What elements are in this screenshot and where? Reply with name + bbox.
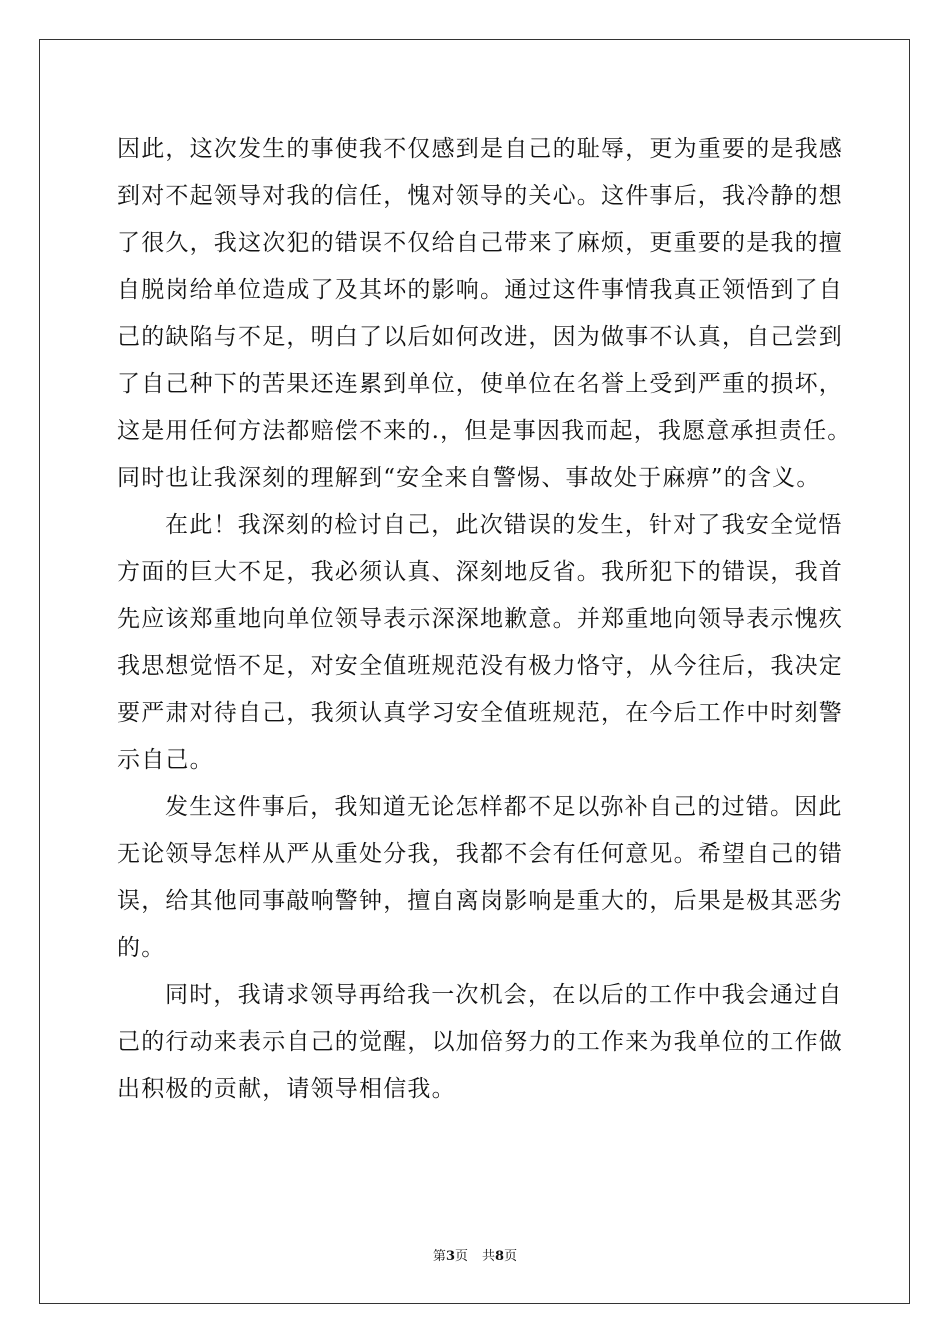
paragraph	[117, 784, 843, 972]
text-line: 先应该郑重地向单位领导表示深深地歉意。并郑重地向领导表示愧疚	[117, 606, 843, 632]
text-line: 了很久，我这次犯的错误不仅给自己带来了麻烦，更重要的是我的擅	[117, 230, 843, 256]
total-suffix: 页	[504, 1249, 518, 1264]
text-line: 同时也让我深刻的理解到“安全来自警惕、事故处于麻痹”的含义。	[117, 465, 821, 491]
paragraph	[117, 972, 843, 1113]
document-body	[117, 126, 852, 1113]
text-line: 到对不起领导对我的信任，愧对领导的关心。这件事后，我冷静的想	[117, 183, 843, 209]
text-line: 无论领导怎样从严从重处分我，我都不会有任何意见。希望自己的错	[117, 841, 843, 867]
text-line: 在此！我深刻的检讨自己，此次错误的发生，针对了我安全觉悟	[165, 512, 843, 538]
text-line: 我思想觉悟不足，对安全值班规范没有极力恪守，从今往后，我决定	[117, 653, 843, 679]
text-line: 己的缺陷与不足，明白了以后如何改进，因为做事不认真，自己尝到	[117, 324, 843, 350]
total-pages: 8	[495, 1249, 505, 1264]
text-line: 要严肃对待自己，我须认真学习安全值班规范，在今后工作中时刻警	[117, 700, 843, 726]
text-line: 发生这件事后，我知道无论怎样都不足以弥补自己的过错。因此	[165, 794, 843, 820]
page-number: 3	[445, 1249, 455, 1264]
text-line: 出积极的贡献，请领导相信我。	[117, 1076, 456, 1102]
page-suffix: 页	[454, 1249, 468, 1264]
total-prefix: 共	[482, 1249, 496, 1264]
text-line: 误，给其他同事敲响警钟，擅自离岗影响是重大的，后果是极其恶劣	[117, 888, 843, 914]
text-line: 自脱岗给单位造成了及其坏的影响。通过这件事情我真正领悟到了自	[117, 277, 843, 303]
paragraph	[117, 126, 852, 502]
page-prefix: 第	[432, 1249, 446, 1264]
text-line: 这是用任何方法都赔偿不来的.，但是事因我而起，我愿意承担责任。	[117, 418, 852, 444]
text-line: 己的行动来表示自己的觉醒，以加倍努力的工作来为我单位的工作做	[117, 1029, 843, 1055]
text-line: 方面的巨大不足，我必须认真、深刻地反省。我所犯下的错误，我首	[117, 559, 843, 585]
text-line: 了自己种下的苦果还连累到单位，使单位在名誉上受到严重的损坏，	[117, 371, 843, 397]
paragraph	[117, 502, 843, 784]
page-footer	[0, 1245, 950, 1264]
text-line: 同时，我请求领导再给我一次机会，在以后的工作中我会通过自	[165, 982, 843, 1008]
text-line: 因此，这次发生的事使我不仅感到是自己的耻辱，更为重要的是我感	[117, 136, 843, 162]
text-line: 的。	[117, 935, 166, 961]
text-line: 示自己。	[117, 747, 214, 773]
